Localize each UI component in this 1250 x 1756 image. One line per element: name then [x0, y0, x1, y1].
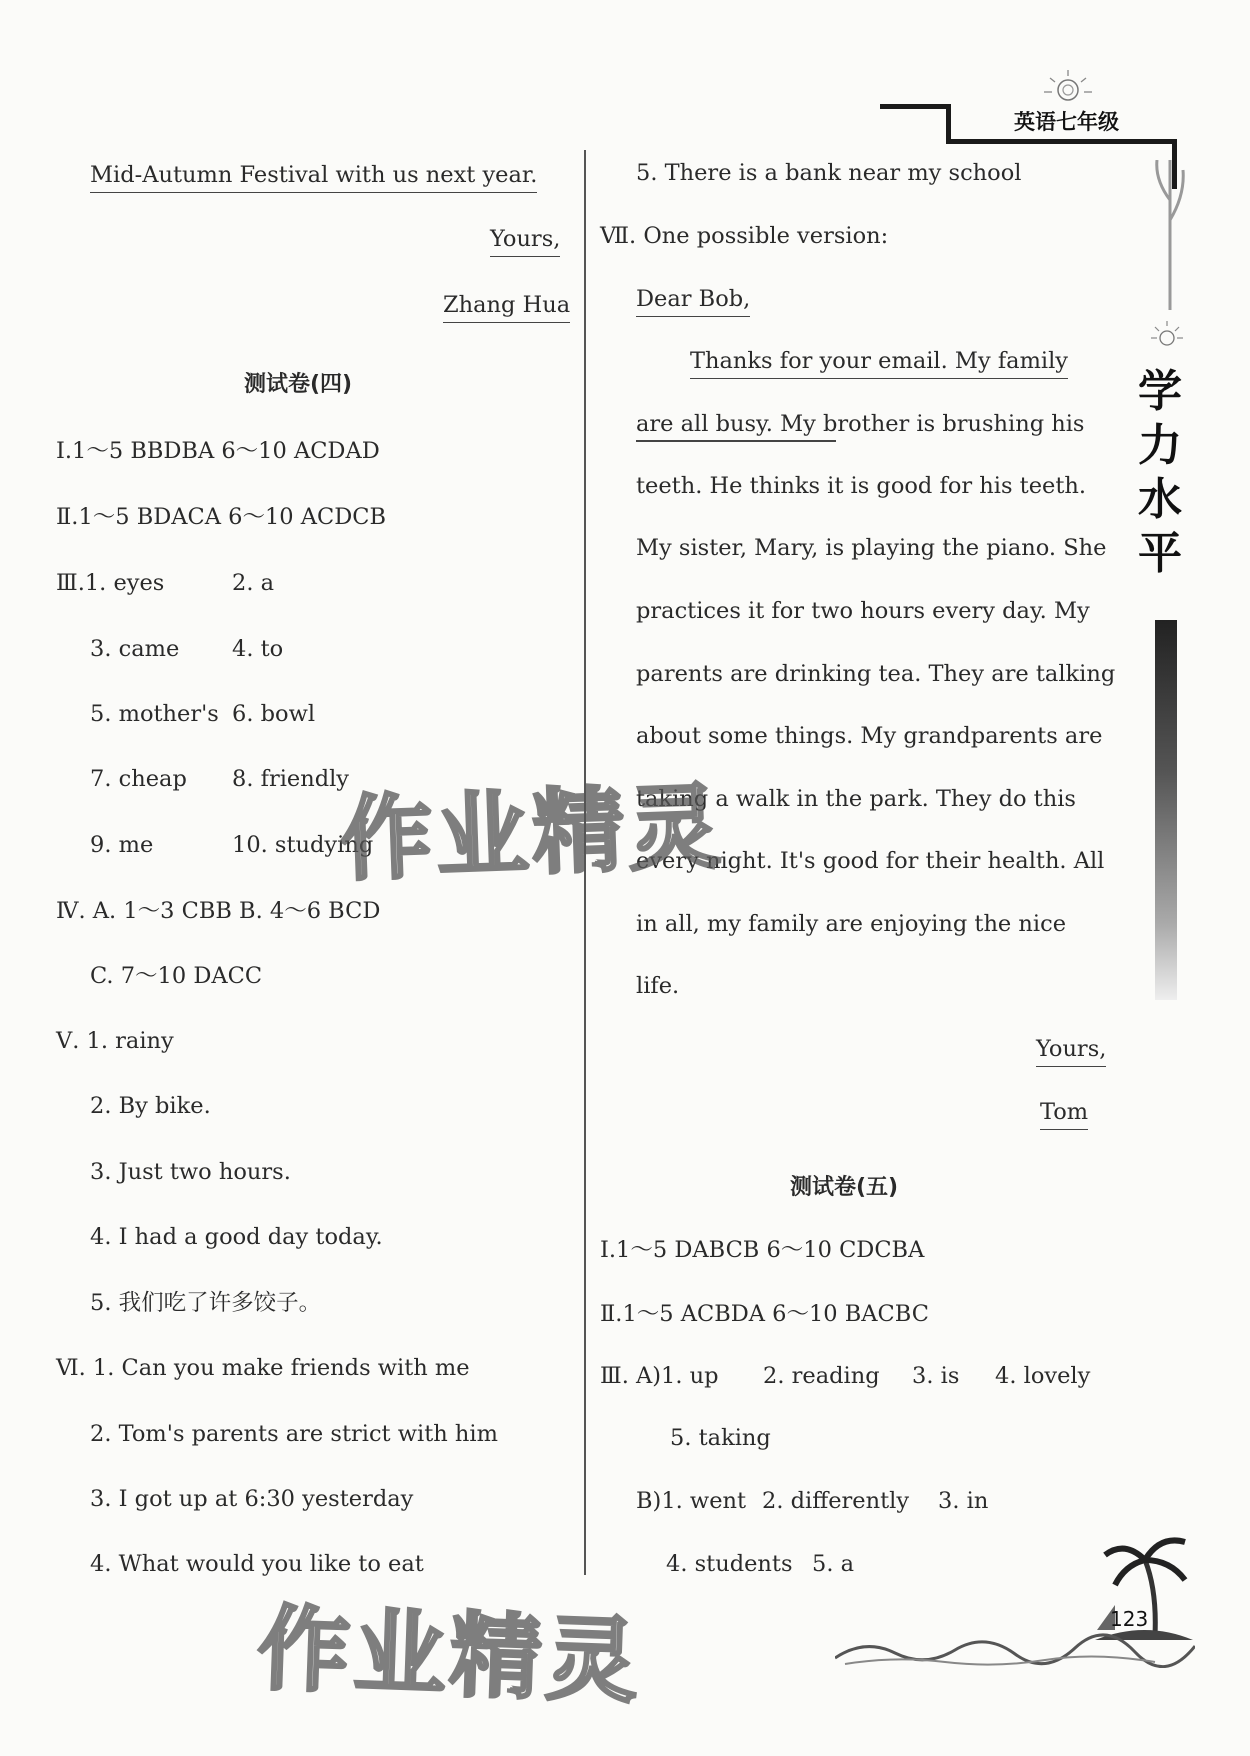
right-line: 2. differently — [762, 1488, 910, 1514]
left-line: 5. 我们吃了许多饺子。 — [90, 1290, 322, 1316]
left-line: 9. me — [90, 832, 154, 858]
right-line: 5. taking — [670, 1425, 771, 1451]
right-line: are all busy. My brother is brushing his — [636, 411, 1085, 437]
subject-grade-title: 英语七年级 — [1014, 110, 1119, 134]
right-line: 3. in — [938, 1488, 989, 1514]
left-line: 5. mother's — [90, 701, 219, 727]
left-line: C. 7～10 DACC — [90, 963, 263, 989]
left-line: 2. By bike. — [90, 1093, 211, 1119]
left-line: 2. Tom's parents are strict with him — [90, 1421, 498, 1447]
left-line: 7. cheap — [90, 766, 187, 792]
right-line: in all, my family are enjoying the nice — [636, 911, 1067, 937]
right-line: teeth. He thinks it is good for his teeth. — [636, 473, 1087, 499]
tree-branch-icon — [1145, 160, 1195, 310]
left-line: 4. to — [232, 636, 284, 662]
right-line: 4. lovely — [995, 1363, 1091, 1389]
section-heading: 测试卷(四) — [244, 372, 353, 397]
right-line: Yours, — [1036, 1034, 1106, 1067]
page-number: 123 — [1110, 1607, 1149, 1631]
left-line: Ⅱ.1～5 BDACA 6～10 ACDCB — [56, 504, 387, 530]
left-line: 3. came — [90, 636, 180, 662]
right-line: Dear Bob, — [636, 284, 750, 317]
left-line: 3. I got up at 6:30 yesterday — [90, 1486, 414, 1512]
right-line: My sister, Mary, is playing the piano. She — [636, 535, 1107, 561]
right-line: 4. students — [666, 1551, 793, 1577]
watermark: 作业精灵 — [255, 1595, 644, 1716]
wave-decoration-icon — [835, 1628, 1195, 1668]
right-line: Ⅲ. A)1. up — [600, 1363, 719, 1389]
underline-rule — [636, 440, 836, 442]
left-line: 4. I had a good day today. — [90, 1224, 383, 1250]
left-line: Ⅵ. 1. Can you make friends with me — [56, 1355, 470, 1381]
right-line: B)1. went — [636, 1488, 747, 1514]
right-line: Tom — [1040, 1097, 1088, 1130]
small-sun-icon — [1145, 318, 1189, 354]
side-gradient-stripe — [1155, 620, 1177, 1000]
right-line: about some things. My grandparents are — [636, 723, 1103, 749]
sun-icon — [1040, 66, 1096, 110]
right-line: 5. There is a bank near my school — [636, 160, 1022, 186]
right-line: 3. is — [912, 1363, 960, 1389]
right-line: Ⅰ.1～5 DABCB 6～10 CDCBA — [600, 1237, 925, 1263]
right-line: taking a walk in the park. They do this — [636, 786, 1076, 812]
right-line: Ⅶ. One possible version: — [600, 223, 889, 249]
left-line: Ⅲ.1. eyes — [56, 570, 165, 596]
right-line: 5. a — [812, 1551, 855, 1577]
left-line: Yours, — [490, 224, 560, 257]
left-line: Ⅰ.1～5 BBDBA 6～10 ACDAD — [56, 438, 380, 464]
left-line: 3. Just two hours. — [90, 1159, 291, 1185]
right-line: Thanks for your email. My family — [690, 346, 1068, 379]
left-line: 6. bowl — [232, 701, 316, 727]
left-line: Ⅳ. A. 1～3 CBB B. 4～6 BCD — [56, 898, 381, 924]
left-line: Zhang Hua — [443, 290, 570, 323]
left-line: 2. a — [232, 570, 275, 596]
header-rule — [880, 104, 950, 109]
section-heading: 测试卷(五) — [790, 1175, 899, 1200]
header-rule — [946, 139, 1176, 144]
right-line: every night. It's good for their health. All — [636, 848, 1105, 874]
header-rule — [946, 104, 951, 144]
left-line: 4. What would you like to eat — [90, 1551, 424, 1577]
left-line: Mid-Autumn Festival with us next year. — [90, 160, 537, 193]
right-line: 2. reading — [763, 1363, 880, 1389]
right-line: life. — [636, 973, 680, 999]
brand-calligraphy: 学力水平 — [1138, 366, 1182, 579]
right-line: Ⅱ.1～5 ACBDA 6～10 BACBC — [600, 1301, 929, 1327]
left-line: 10. studying — [232, 832, 374, 858]
right-line: practices it for two hours every day. My — [636, 598, 1090, 624]
left-line: Ⅴ. 1. rainy — [56, 1028, 174, 1054]
left-line: 8. friendly — [232, 766, 350, 792]
right-line: parents are drinking tea. They are talking — [636, 661, 1116, 687]
watermark: 作业精灵 — [338, 773, 727, 894]
